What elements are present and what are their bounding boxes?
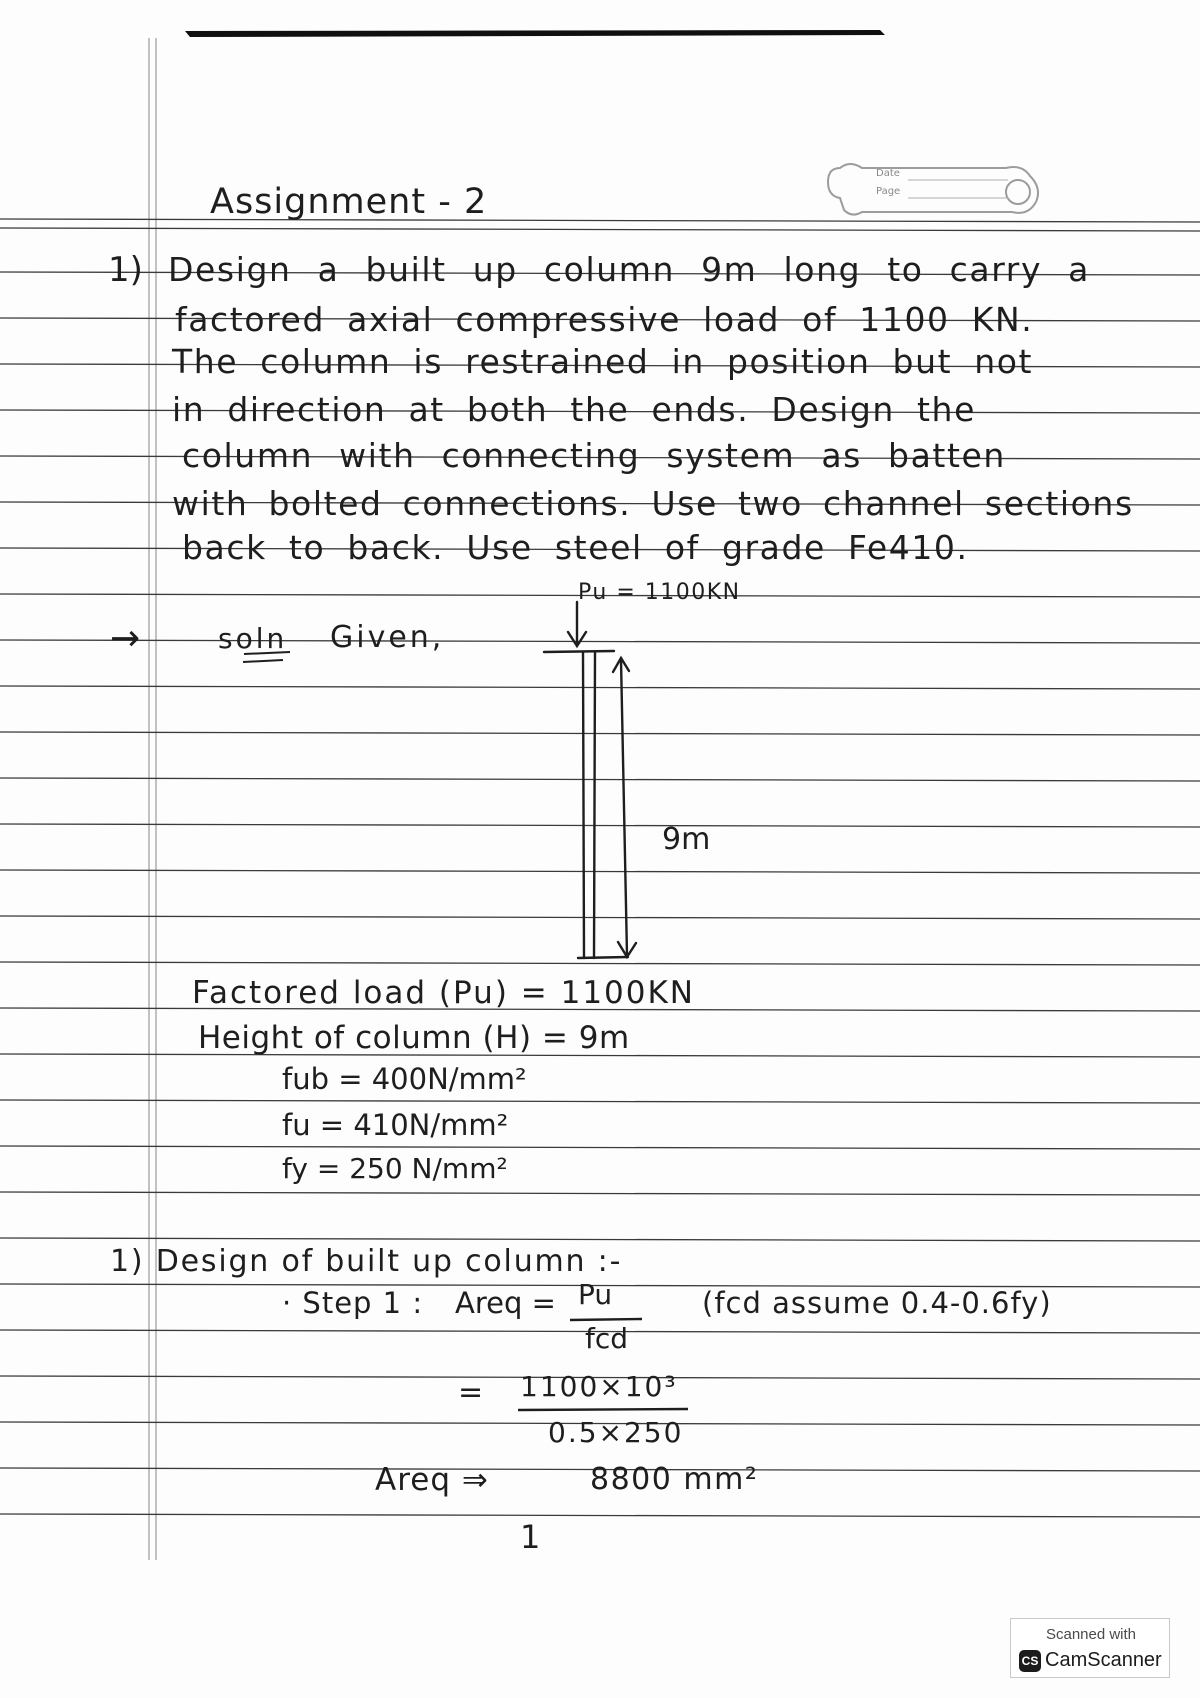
- assignment-title: Assignment - 2: [210, 182, 488, 222]
- result-value: 8800 mm²: [590, 1462, 759, 1497]
- question-line-3: The column is restrained in position but not: [172, 342, 1034, 381]
- diagram-load-label: Pu = 1100KN: [578, 580, 741, 605]
- step1-numerator: Pu: [578, 1278, 613, 1311]
- question-line-6: with bolted connections. Use two channel sections: [172, 484, 1134, 523]
- page-label: Page: [876, 186, 901, 197]
- given-fy: fy = 250 N/mm²: [282, 1152, 508, 1185]
- given-fub: fub = 400N/mm²: [282, 1062, 527, 1096]
- question-line-2: factored axial compressive load of 1100 KN.: [175, 300, 1034, 339]
- date-page-box: [822, 158, 1044, 220]
- question-line-7: back to back. Use steel of grade Fe410.: [182, 528, 969, 567]
- date-label: Date: [876, 168, 900, 179]
- step1-note: (fcd assume 0.4-0.6fy): [702, 1286, 1052, 1320]
- result-lhs: Areq ⇒: [375, 1462, 489, 1498]
- calc-numerator: 1100×10³: [520, 1370, 678, 1403]
- calc-denominator: 0.5×250: [548, 1416, 684, 1449]
- given-fu: fu = 410N/mm²: [282, 1108, 509, 1142]
- given-label: Given,: [330, 620, 445, 655]
- camscanner-logo-icon: CS: [1019, 1650, 1041, 1672]
- question-line-4: in direction at both the ends. Design the: [172, 390, 976, 429]
- step1-lhs: Areq =: [455, 1286, 556, 1320]
- solution-label: soln: [218, 622, 288, 655]
- step1-denominator: fcd: [585, 1322, 629, 1355]
- camscanner-watermark: [1010, 1618, 1170, 1678]
- question-line-5: column with connecting system as batten: [182, 436, 1006, 475]
- given-column-height: Height of column (H) = 9m: [198, 1020, 630, 1056]
- page-number: 1: [520, 1518, 541, 1556]
- question-line-1: Design a built up column 9m long to carry a: [168, 250, 1091, 289]
- question-number: 1): [108, 250, 143, 290]
- given-factored-load: Factored load (Pu) = 1100KN: [192, 975, 696, 1011]
- step1-label: · Step 1 :: [282, 1286, 424, 1320]
- design-heading: 1) Design of built up column :-: [110, 1244, 623, 1279]
- watermark-top-text: Scanned with: [1045, 1626, 1137, 1643]
- watermark-brand: CamScanner: [1045, 1649, 1162, 1671]
- solution-arrow-icon: →: [110, 618, 141, 659]
- calc-equals: =: [458, 1375, 484, 1410]
- diagram-height-label: 9m: [662, 822, 711, 857]
